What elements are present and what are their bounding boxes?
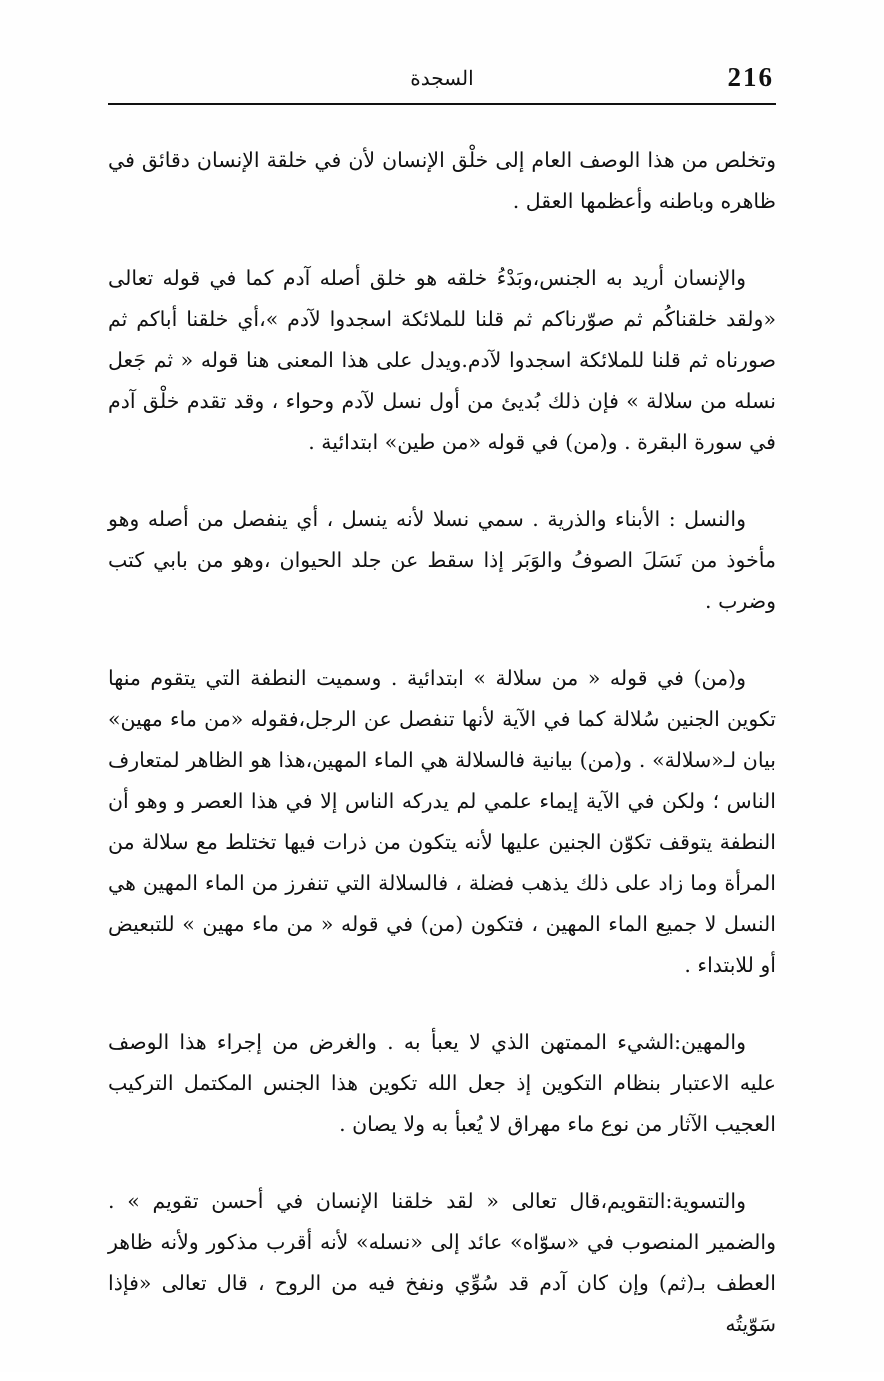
paragraph-nasl: والنسل : الأبناء والذرية . سمي نسلا لأنه ينسل ، أي ينفصل من أصله وهو مأخوذ من نَسَلَ الصوفُ والوَبَر إذا سقط عن جلد الحيوان ،وهو من بابي كتب وضرب . (108, 507, 776, 613)
page-header (108, 58, 776, 98)
paragraph-taswiya: والتسوية:التقويم،قال تعالى « لقد خلقنا الإنسان في أحسن تقويم » . والضمير المنصوب في «سوّاه» عائد إلى «نسله» لأنه أقرب مذكور ولأنه ظاهر العطف بـ(ثم) وإن كان آدم قد سُوِّي ونفخ فيه من الروح ، قال تعالى «فإذا سَوّيتُه (108, 1189, 776, 1336)
running-title: السجدة (410, 66, 474, 90)
paragraph-insan: والإنسان أريد به الجنس،وبَدْءُ خلقه هو خلق أصله آدم كما في قوله تعالى «ولقد خلقناكُم ثم صوّرناكم ثم قلنا للملائكة اسجدوا لآدم »،أي خلقنا أباكم ثم صورناه ثم قلنا للملائكة اسجدوا لآدم.ويدل على هذا المعنى هنا قوله « ثم جَعل نسله من سلالة » فإن ذلك بُديئ من أول نسل لآدم وحواء ، وقد تقدم خلْق آدم في سورة البقرة . و(من) في قوله «من طين» ابتدائية . (108, 266, 776, 454)
page-number: 216 (727, 62, 774, 92)
body-text (108, 140, 776, 1381)
header-rule (108, 103, 776, 105)
paragraph-intro: وتخلص من هذا الوصف العام إلى خلْق الإنسان لأن في خلقة الإنسان دقائق في ظاهره وباطنه وأعظمها العقل . (108, 148, 776, 213)
paragraph-sulala: و(من) في قوله « من سلالة » ابتدائية . وسميت النطفة التي يتقوم منها تكوين الجنين سُلالة كما في الآية لأنها تنفصل عن الرجل،فقوله «من ماء مهين» بيان لـ«سلالة» . و(من) بيانية فالسلالة هي الماء المهين،هذا هو الظاهر لمتعارف الناس ؛ ولكن في الآية إيماء علمي لم يدركه الناس إلا في هذا العصر و وهو أن النطفة يتوقف تكوّن الجنين عليها لأنه يتكون من ذرات فيها تختلط مع سلالة من المرأة وما زاد على ذلك يذهب فضلة ، فالسلالة التي تنفرز من الماء المهين هي النسل لا جميع الماء المهين ، فتكون (من) في قوله « من ماء مهين » للتبعيض أو للابتداء . (108, 666, 776, 977)
paragraph-mahin: والمهين:الشيء الممتهن الذي لا يعبأ به . والغرض من إجراء هذا الوصف عليه الاعتبار بنظام التكوين إذ جعل الله تكوين هذا الجنس المكتمل التركيب العجيب الآثار من نوع ماء مهراق لا يُعبأ به ولا يصان . (108, 1030, 776, 1136)
